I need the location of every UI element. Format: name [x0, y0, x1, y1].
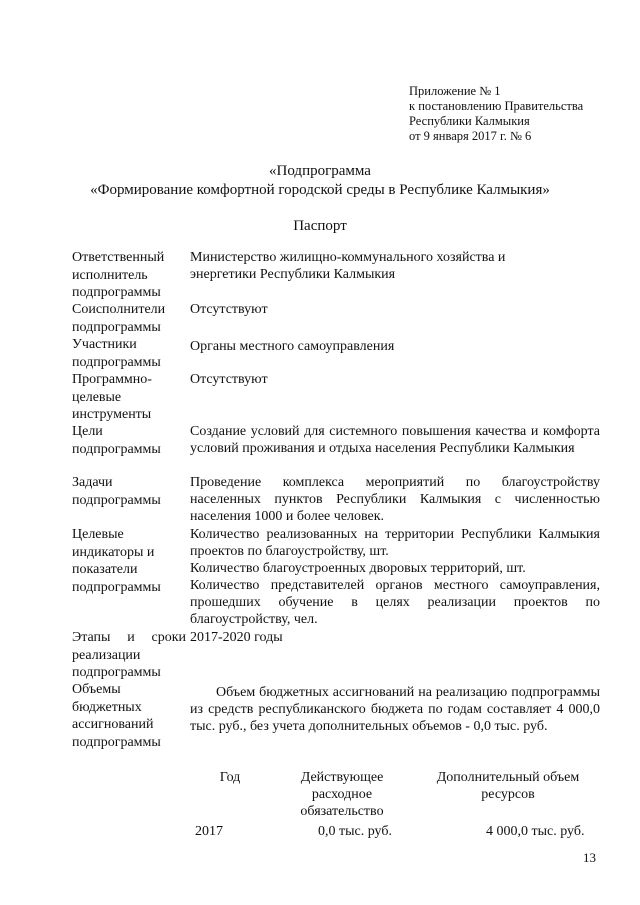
row-value: Органы местного самоуправления [190, 339, 395, 354]
annex-reference [409, 84, 583, 144]
row-label: Программно- целевые инструменты [72, 372, 152, 422]
page-number: 13 [583, 850, 596, 865]
passport-heading: Паспорт [293, 218, 347, 234]
title-line: «Подпрограмма [269, 163, 371, 179]
table-cell-additional: 4 000,0 тыс. руб. [486, 824, 585, 839]
column-header-current-obligation: Действующее расходное обязательство [300, 770, 384, 819]
row-label: Цели подпрограммы [72, 424, 161, 457]
row-label: Этапы и сроки реализации подпрограммы [72, 630, 186, 680]
row-value: Объем бюджетных ассигнований на реализацию подпрограммы из средств республиканского бюджета по годам составляет 4 000,0 тыс. руб., без учета дополнительных объемов - 0,0 тыс. руб. [190, 685, 600, 734]
row-label: Задачи подпрограммы [72, 475, 161, 508]
annex-line: от 9 января 2017 г. № 6 [409, 129, 532, 143]
annex-line: Республики Калмыкия [409, 114, 530, 128]
row-value: Министерство жилищно-коммунального хозяйства и энергетики Республики Калмыкия [190, 250, 506, 282]
row-value: 2017-2020 годы [190, 630, 283, 645]
row-label: Целевые индикаторы и показатели подпрограммы [72, 527, 161, 595]
subprogram-title [0, 162, 640, 200]
row-value: Проведение комплекса мероприятий по благоустройству населенных пунктов Республики Калмыкия с численностью населения 1000 и более человек. [190, 475, 600, 524]
column-header-additional-volume: Дополнительный объем ресурсов [436, 770, 580, 802]
row-value: Отсутствуют [190, 302, 268, 317]
title-line: «Формирование комфортной городской среды в Республике Калмыкия» [90, 182, 550, 198]
row-value: Создание условий для системного повышения качества и комфорта условий проживания и отдыха населения Республики Калмыкия [190, 424, 600, 456]
row-value: Количество реализованных на территории Республики Калмыкия проектов по благоустройству, шт. Количество благоустроенных дворовых территорий, шт. Количество представителей органов местного самоуправления, прошедших обучение в целях реализации проектов по благоустройству, чел. [190, 527, 600, 627]
row-label: Объемы бюджетных ассигнований подпрограммы [72, 682, 161, 750]
annex-line: Приложение № 1 [409, 84, 501, 98]
column-header-year: Год [219, 770, 241, 785]
row-label: Участники подпрограммы [72, 337, 161, 370]
row-value: Отсутствуют [190, 372, 268, 387]
row-label: Ответственный исполнитель подпрограммы [72, 250, 165, 300]
annex-line: к постановлению Правительства [409, 99, 584, 113]
table-cell-year: 2017 [195, 824, 223, 839]
table-cell-current: 0,0 тыс. руб. [318, 824, 392, 839]
row-label: Соисполнители подпрограммы [72, 302, 166, 335]
